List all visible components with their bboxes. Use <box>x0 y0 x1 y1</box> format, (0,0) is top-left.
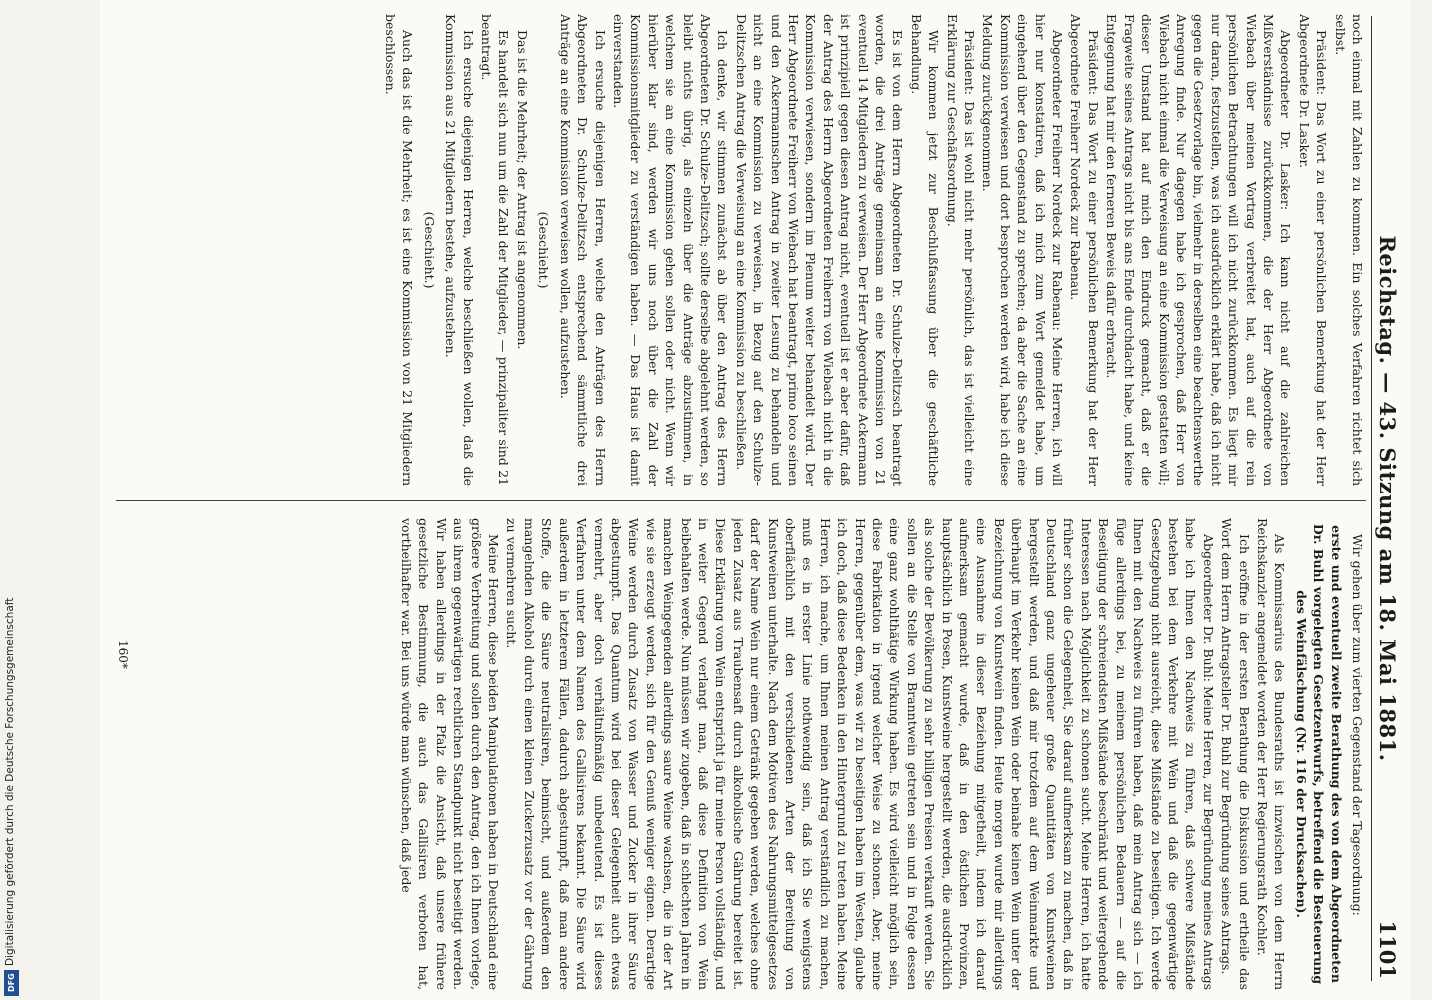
sheet-signature: 160* <box>116 640 130 669</box>
page-number: 1101 <box>1375 920 1400 979</box>
paragraph: Als Kommissarius des Bundesraths ist inzwischen von dem Herrn Reichskanzler angemeldet worden der Herr Regierungsrath Kochler. <box>1254 518 1288 990</box>
paragraph: Das ist die Mehrheit; der Antrag ist angenommen. <box>514 30 530 350</box>
column-divider <box>116 500 1366 501</box>
paragraph: Auch das ist die Mehrheit; es ist eine Kommission von 21 Mitgliedern beschlossen. <box>383 14 416 486</box>
stage-direction: (Geschieht.) <box>536 211 552 289</box>
page-header <box>1371 16 1406 981</box>
paragraph: Präsident: Das Wort zu einer persönlichen Bemerkung hat der Herr Abgeordnete Freiherr Nordeck zur Rabenau. <box>1068 14 1101 486</box>
paragraph: Ich ersuche diejenigen Herren, welche den Anträgen des Herrn Abgeordneten Dr. Schulze-Delitzsch entsprechend sämmtliche drei Anträge an eine Kommission verweisen wollen, aufzustehen. <box>557 14 608 486</box>
header-title: Reichstag. — 43. Sitzung am 18. Mai 1881. <box>1375 235 1400 762</box>
rotated-page <box>100 0 1410 1000</box>
paragraph: Ich ersuche diejenigen Herren, welche beschließen wollen, daß die Kommission aus 21 Mitgliedern bestehe, aufzustehen. <box>443 14 476 486</box>
digitization-credit <box>2 597 22 996</box>
paragraph: Ich denke, wir stimmen zunächst ab über den Antrag des Herrn Abgeordneten Dr. Schulze-Delitzsch; sollte derselbe abgelehnt werden, so bleibt nichts übrig, als einzeln über die Anträge abzustimmen, in welchem sie an eine Kommission gehen sollen oder nicht. Wenn wir hierüber klar sind, werden wir uns noch über die Zahl der Kommissionsmitglieder zu verständigen haben. — Das Haus ist damit einverstanden. <box>610 14 731 486</box>
paragraph: noch einmal mit Zahlen zu kommen. Ein solches Verfahren richtet sich selbst. <box>1332 14 1365 486</box>
right-column <box>104 518 1366 990</box>
paragraph: Abgeordneter Freiherr Nordeck zur Rabenau: Meine Herren, ich will hier nur konstatiren, daß ich mich zum Wort gemeldet habe, um eingehend über den Gegenstand zu sprechen; da aber die Sache an eine Kommission verwiesen und dort besprochen werden wird, habe ich diese Meldung zurückgenommen. <box>980 14 1066 486</box>
dfg-logo: DFG <box>4 970 19 996</box>
paragraph: Wir gehen über zum vierten Gegenstand der Tagesordnung: <box>1350 534 1365 916</box>
paragraph: Präsident: Das ist wohl nicht mehr persönlich, das ist vielleicht eine Erklärung zur Geschäftsordnung. <box>944 14 978 486</box>
paragraph: Abgeordneter Dr. Lasker: Ich kann nicht auf die zahlreichen Mißverständnisse zurückkommen, die der Herr Abgeordnete von Wiebach über meinen Vortrag verbreitet hat, auch auf die rein persönlichen Betrachtungen will ich nicht zurückkommen. Es liegt mir nur daran, festzustellen, was ich ausdrücklich erklärt habe, daß ich nicht gegen die Gesetzvorlage bin, vielmehr in derselben eine beachtenswerthe Anregung finde. Nur dagegen habe ich gesprochen, daß Herr von Wiebach nicht einmal die Verweisung an eine Kommission gestatten will; dieser Umstand hat auf mich den Eindruck gemacht, daß er die Fragweite seines Antrags nicht bis ans Ende durchdacht habe, und keine Entgegnung hat mir den ferneren Beweis dafür erbracht. <box>1104 14 1294 486</box>
paragraph: Abgeordneter Dr. Buhl: Meine Herren, zur Begründung meines Antrags habe ich Ihnen den Nachweis zu führen, daß schwere Mißstände bestehen bei dem Verkehre mit Wein und daß die gegenwärtige Gesetzgebung nicht ausreicht, diese Mißstände zu beseitigen. Ich werde Ihnen mit den Nachweis zu führen haben, daß mein Antrag sich — ich füge allerdings bei, zu meinem persönlichen Bedauern — auf die Beseitigung der schreiendsten Mißstände beschränkt und weitergehende Interessen nach Möglichkeit zu schonen sucht. Meine Herren, ich hatte früher schon die Gelegenheit, Sie darauf aufmerksam zu machen, daß in Deutschland ganz ungeheuer große Quantitäten von Kunstweinen hergestellt werden, und daß mir trotzdem auf dem Weinmarkte und überhaupt im Verkehr keinen Wein oder beinahe keinen Wein unter der Bezeichnung von Kunstwein finden. Heute morgen wurde mir allerdings eine Ausnahme in dieser Beziehung mitgetheilt, indem ich darauf aufmerksam gemacht wurde, daß in den östlichen Provinzen, hauptsächlich in Posen, Kunstweine hergestellt werden, die ausdrücklich als solche der Bevölkerung zu sehr billigen Preisen verkauft werden. Sie sollen an die Stelle von Branntwein getreten sein und in Folge dessen eine ganz wohlthätige Wirkung haben. Es wird vielleicht möglich sein, diese Fabrikation in irgend welcher Weise zu schonen. Aber, meine Herren, gegenüber dem, was wir zu beseitigen haben im Westen, glaube ich doch, daß diese Bedenken in den Hintergrund zu treten haben. Meine Herren, ich mache, um Ihnen meinen Antrag verständlich zu machen, muß es in erster Linie nothwendig sein, daß ich Sie wenigstens oberflächlich mit den verschiedenen Arten der Bereitung von Kunstweinen unterhalte. Nach dem Motiven des Nahrungsmittelgesetzes darf der Name Wein nur einem Getränk gegeben werden, welches ohne jeden Zusatz aus Traubensaft durch alkoholische Gährung bereitet ist. Diese Erklärung vom Wein entspricht ja für meine Person vollständig, und in weiter Gegend verlangt man, daß diese Definition von Wein beibehalten werde. Nun müssen wir zugeben, daß in schlechten Jahren in manchen Weingegenden allerdings saure Weine wachsen, die in der Art wie sie erzeugt werden, sich für den Genuß weniger eignen. Derartige Weine werden durch Zusatz von Wasser und Zucker in ihrer Säure abgestumpft. Das Quantum wird bei dieser Gelegenheit auch etwas vermehrt, aber doch verhältnißmäßig unbedeutend. Es ist dieses Verfahren unter dem Namen des Gallisirens bekannt. Die Säure wird außerdem in letzterem Fällen, dadurch abgestumpft, daß man andere Stoffe, die die Säure neutralisiren, beimischt, und außerdem den mangelnden Alkohol durch einen kleinen Zuckerzusatz vor der Gährung zu vermehren sucht. <box>504 518 1216 990</box>
paragraph: Es handelt sich nun um die Zahl der Mitglieder, — prinzipaliter sind 21 beantragt. <box>479 14 512 486</box>
credit-text: Digitalisierung gefördert durch die Deutsche Forschungsgemeinschaft <box>4 597 16 966</box>
left-column <box>104 14 1366 486</box>
stage-direction: (Geschieht.) <box>421 211 437 289</box>
paragraph: Meine Herren, diese beiden Manipulationen haben in Deutschland eine größere Verbreitung und sollen durch den Antrag, den ich Ihnen vorlege, aus ihrem gegenwärtigen rechtlichen Standpunkt nicht beseitigt werden. Wir haben allerdings in der Pfalz die Ansicht, daß unsere frühere gesetzliche Bestimmung, die auch das Gallisiren verboten hat, vortheilhafter war. Bei uns würde man wünschen, daß jede <box>399 518 502 990</box>
paragraph: Präsident: Das Wort zu einer persönlichen Bemerkung hat der Herr Abgeordnete Dr. Lasker. <box>1296 14 1330 486</box>
paragraph: Ich eröffne in der ersten Berathung die Diskussion und ertheile das Wort dem Herrn Antragsteller Dr. Buhl zur Begründung seines Antrags. <box>1219 518 1252 990</box>
paragraph: Es ist von dem Herrn Abgeordneten Dr. Schulze-Delitzsch beantragt worden, die drei Anträge gemeinsam an eine Kommission von 21 eventuell 14 Mitgliedern zu verweisen. Der Herr Abgeordnete Ackermann ist prinzipiell gegen diesen Antrag nicht, eventuell ist er aber dafür, daß der Antrag des Herrn Abgeordneten Freiherrn von Wiebach nicht in die Kommission verwiesen, sondern im Plenum weiter behandelt wird. Der Herr Abgeordnete Freiherr von Wiebach hat beantragt, primo loco seinen und den Ackermannschen Antrag in zweiter Lesung zu behandeln und nicht an eine Kommission zu verweisen, in Bezug auf den Schulze-Delitzschen Antrag die Verweisung an eine Kommission zu beschließen. <box>733 14 906 486</box>
paragraph: Wir kommen jetzt zur Beschlußfassung über die geschäftliche Behandlung. <box>908 14 942 486</box>
agenda-item: erste und eventuell zweite Berathung des von dem Abgeordneten Dr. Buhl vorgelegten Gesetzentwurfs, betreffend die Besteuerung des Weinfälschung (Nr. 116 der Drucksachen). <box>1293 523 1344 985</box>
